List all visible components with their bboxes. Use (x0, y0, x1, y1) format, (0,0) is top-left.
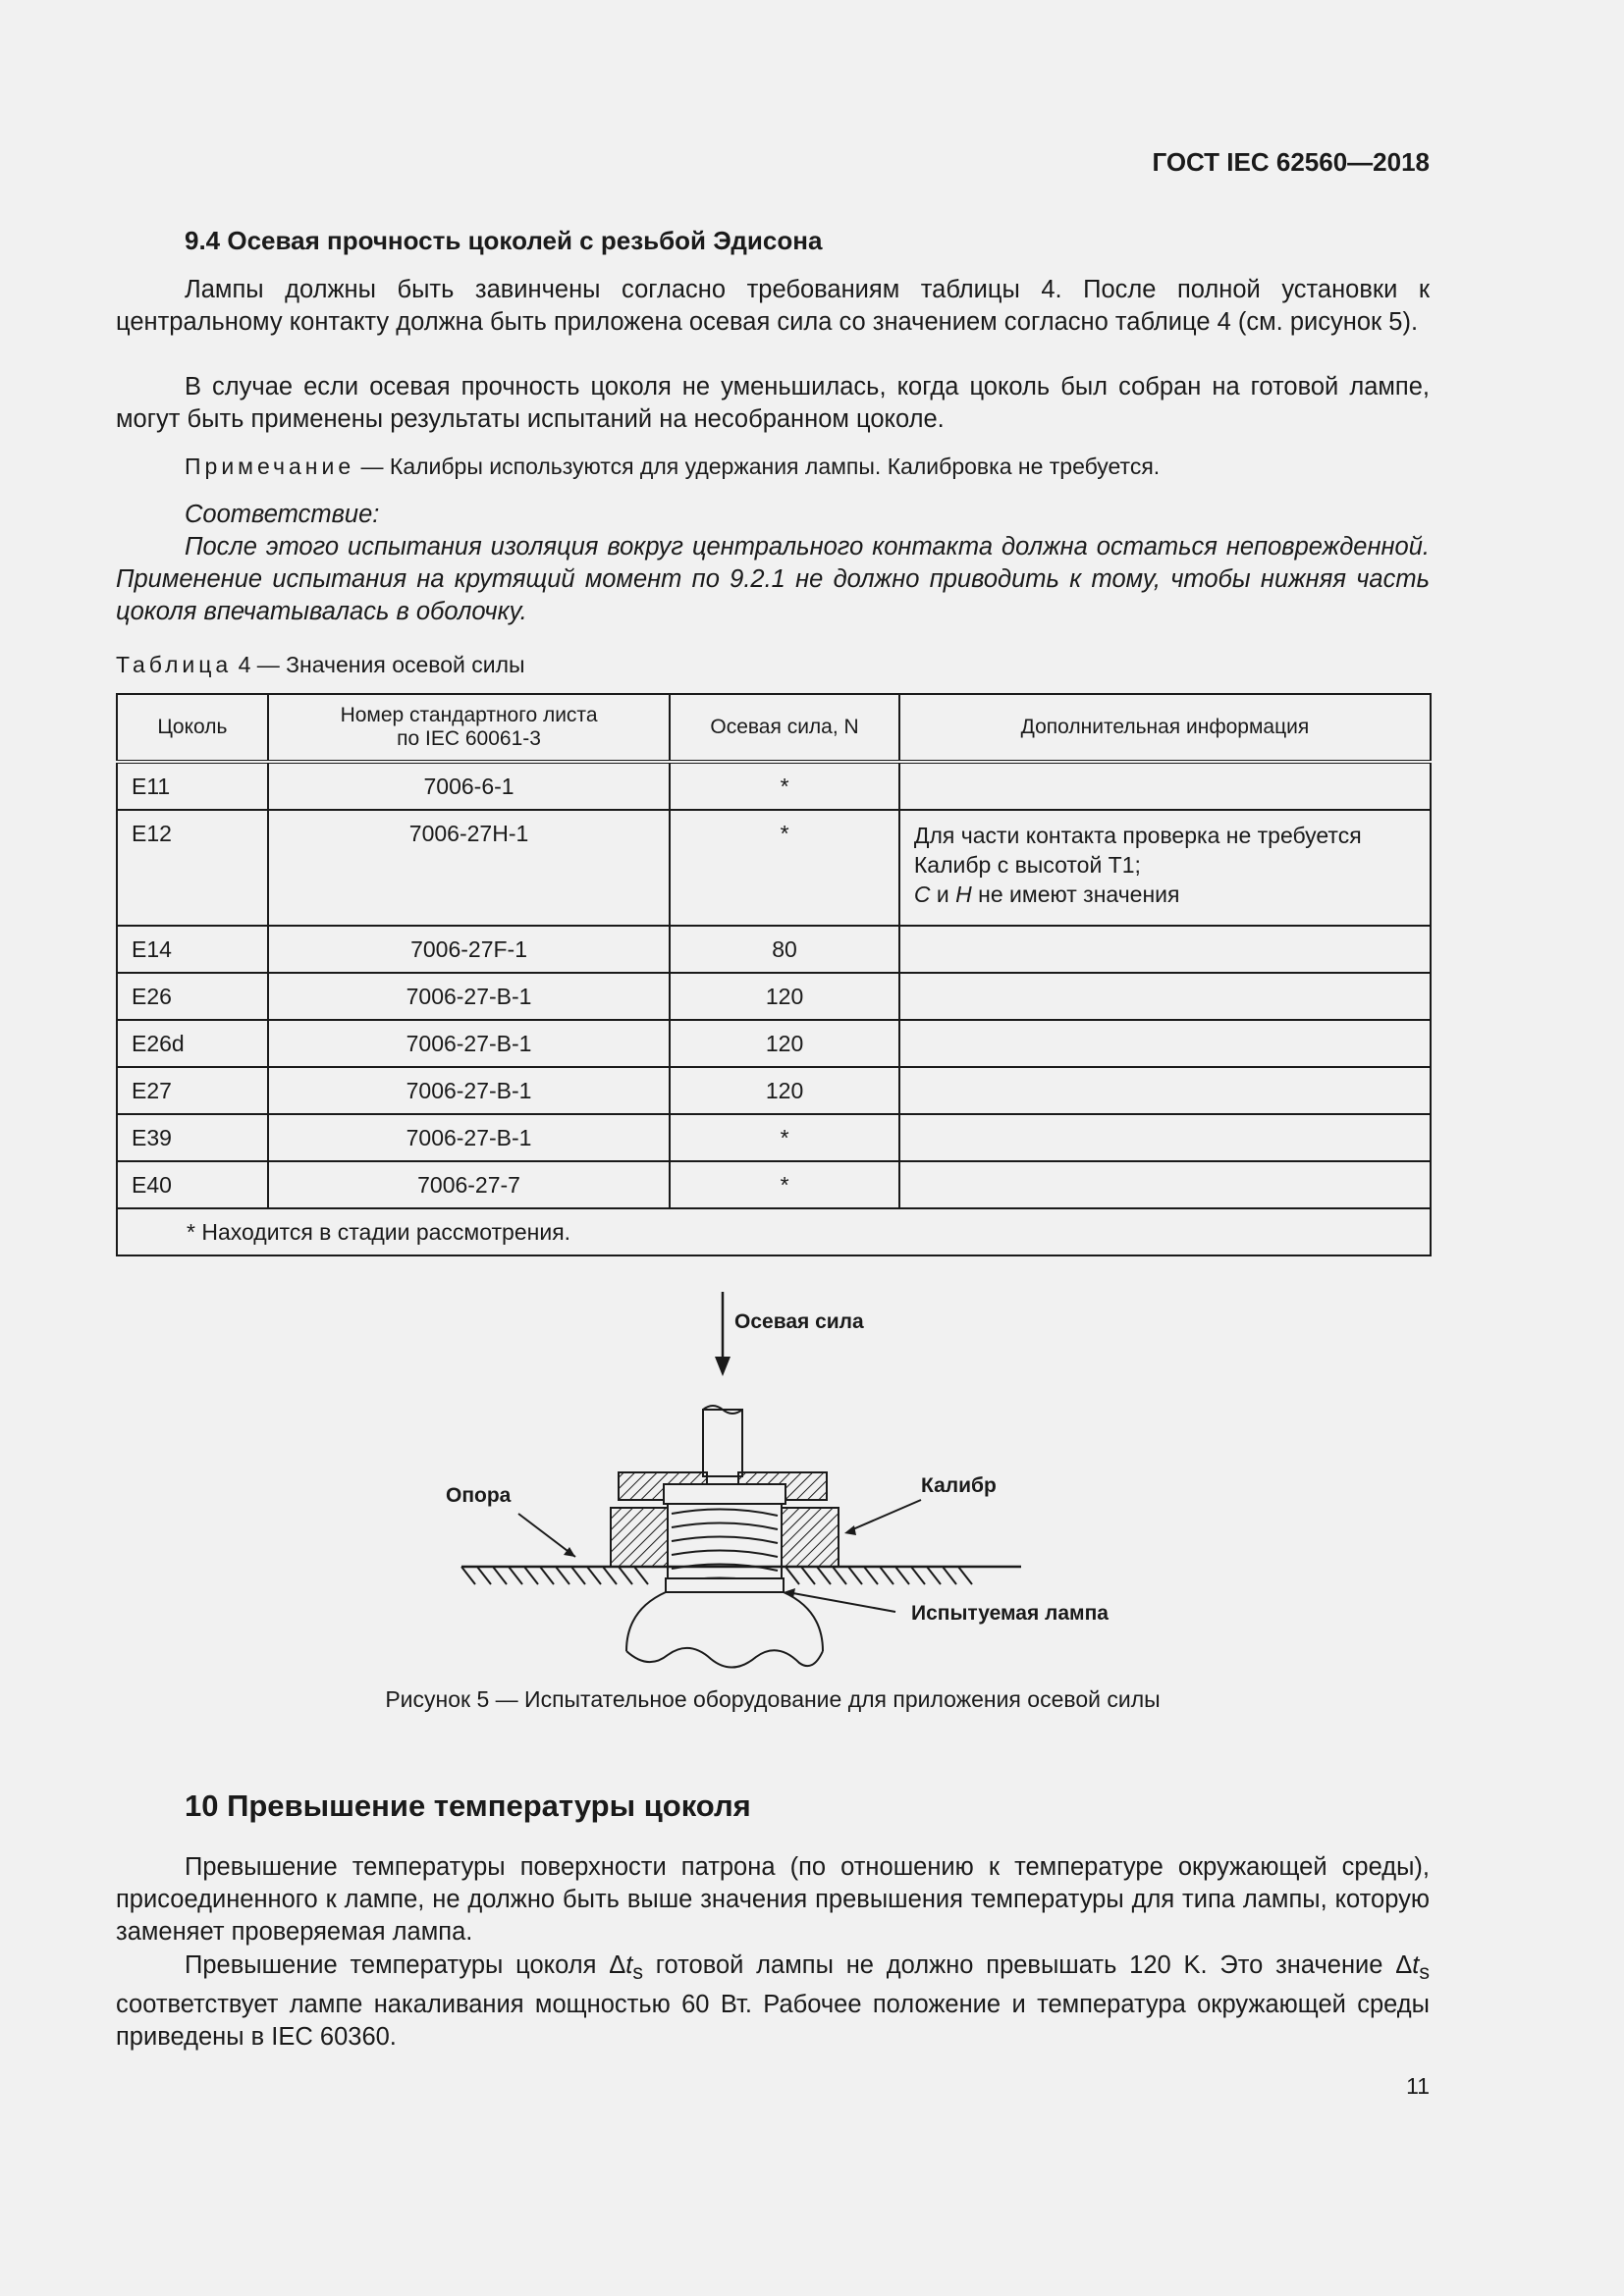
header-info: Дополнительная информация (899, 694, 1431, 762)
header-sheet: Номер стандартного листа по IEC 60061-3 (268, 694, 670, 762)
label-support: Опора (446, 1484, 512, 1507)
label-test-lamp: Испытуемая лампа (911, 1602, 1109, 1625)
force-arrow (715, 1292, 731, 1376)
header-cap: Цоколь (117, 694, 268, 762)
gauge-leader-line (848, 1500, 921, 1531)
gauge-leader-arrowhead (844, 1525, 856, 1535)
section-9-4-paragraph-1: Лампы должны быть завинчены согласно требованиям таблицы 4. После полной установки к центральному контакту должна быть приложена осевая сила со значением согласно таблице 4 (см. рисунок 5). (116, 276, 1430, 336)
section-9-4-paragraph-2: В случае если осевая прочность цоколя не уменьшилась, когда цоколь был собран на готовой лампе, могут быть применены результаты испытаний на несобранном цоколе. (116, 373, 1430, 433)
table-row: E27 7006-27-B-1 120 (117, 1067, 1431, 1114)
note (185, 454, 1160, 480)
table-header-row (117, 694, 1431, 762)
table-row: E12 7006-27H-1 * Для части контакта проверка не требуется Калибр с высотой Т1; C и H не имеют значения (117, 810, 1431, 926)
table-footnote: * Находится в стадии рассмотрения. (117, 1208, 1431, 1255)
table-row: E40 7006-27-7 * (117, 1161, 1431, 1208)
table-4-caption: Таблица 4 — Значения осевой силы (116, 652, 525, 677)
note-text: — Калибры используются для удержания лампы. Калибровка не требуется. (354, 454, 1161, 479)
figure-5-caption: Рисунок 5 — Испытательное оборудование для приложения осевой силы (385, 1686, 1161, 1712)
table-row: E39 7006-27-B-1 * (117, 1114, 1431, 1161)
table-row: E14 7006-27F-1 80 (117, 926, 1431, 973)
label-force: Осевая сила (734, 1310, 864, 1333)
table-footnote-row (117, 1208, 1431, 1255)
table-row: E11 7006-6-1 * (117, 762, 1431, 810)
plunger (703, 1406, 742, 1476)
table-row: E26d 7006-27-B-1 120 (117, 1020, 1431, 1067)
figure-5-diagram (432, 1286, 1139, 1679)
additional-info-cell: Для части контакта проверка не требуется Калибр с высотой Т1; C и H не имеют значения (899, 810, 1431, 926)
label-gauge: Калибр (921, 1474, 997, 1497)
section-10-paragraph-1: Превышение температуры поверхности патрона (по отношению к температуре окружающей среды), присоединенного к лампе, не должно быть выше значения превышения температуры для типа лампы, которую заменяет проверяемая лампа. (116, 1853, 1430, 1946)
page-number: 11 (1406, 2073, 1430, 2099)
support-leader-line (518, 1514, 575, 1557)
compliance-text: После этого испытания изоляция вокруг центрального контакта должна остаться неповрежденной. Применение испытания на крутящий момент по 9.2.1 не должно приводить к тому, чтобы нижняя часть цоколя впечатывалась в оболочку. (116, 533, 1430, 625)
section-10-paragraph-2: Превышение температуры цоколя $\Delta t_s$ готовой лампы не должно превышать 120 K. Это значение $\Delta t_s$ соответствует лампе накаливания мощностью 60 Вт. Рабочее положение и температура окружающей среды приведены в IEC 60360. (116, 1951, 1431, 2052)
table-row: E26 7006-27-B-1 120 (117, 973, 1431, 1020)
section-9-4-title: 9.4 Осевая прочность цоколей с резьбой Эдисона (185, 226, 823, 255)
lamp-leader-arrowhead (784, 1588, 795, 1598)
note-label: Примечание (185, 454, 355, 479)
table-4 (116, 693, 1432, 1256)
document-header: ГОСТ IEC 62560—2018 (1152, 147, 1430, 177)
lamp-leader-line (787, 1592, 895, 1612)
section-10-title: 10 Превышение температуры цоколя (185, 1789, 751, 1823)
header-force: Осевая сила, N (670, 694, 899, 762)
compliance-label: Соответствие: (185, 501, 380, 528)
lamp-base-thread (668, 1504, 782, 1588)
